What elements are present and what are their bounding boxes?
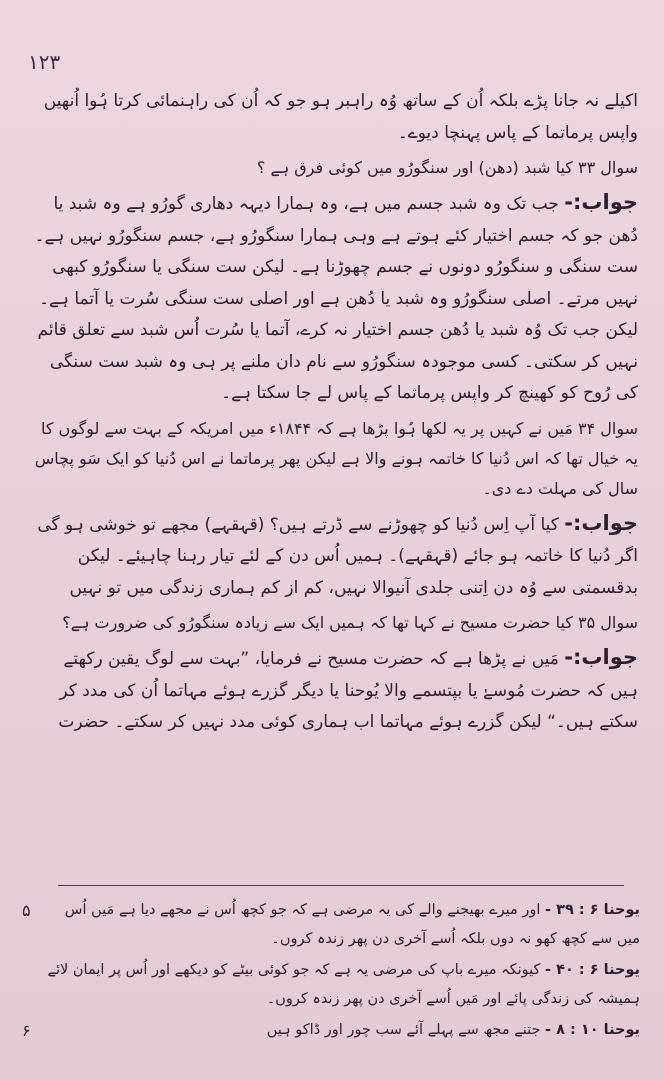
- answer-35: [34, 642, 638, 739]
- question-35: [34, 608, 638, 638]
- answer-34: [34, 508, 638, 605]
- answer-33: [34, 187, 638, 410]
- main-text: [34, 86, 638, 743]
- answer-text: کیا آپ اِس دُنیا کو چھوڑنے سے ڈرتے ہیں؟ (قہقہے) مجھے تو خوشی ہو گی اگر دُنیا کا خاتمہ ہو جائے (قہقہے)۔ ہمیں اُس دن کے لئے تیار رہنا چاہیئے۔ لیکن بدقسمتی سے وُہ دن اِتنی جلدی آنیوالا نہیں، کم از کم ہماری زندگی میں تو نہیں: [37, 514, 638, 598]
- question-text: سوال ۳۴ مَیں نے کہیں پر یہ لکھا ہُوا پڑھا ہے کہ ۱۸۴۴ء میں امریکہ کے بہت سے لوگوں کا یہ خیال تھا کہ اس دُنیا کا خاتمہ ہونے والا ہے لیکن پھر پرماتما نے اس دُنیا کو ایک سَو پچاس سال کی مہلت دے دی۔: [34, 418, 638, 498]
- question-34: [34, 414, 638, 504]
- footnote-reference: یوحنا ۶ : ۴۰ -: [545, 962, 640, 978]
- footnote-text: اور میرے بھیجنے والے کی یہ مرضی ہے کہ جو کچھ اُس نے مجھے دیا ہے مَیں اُس میں سے کچھ کھو نہ دوں بلکہ اُسے آخری دن پھر زندہ کروں۔: [64, 902, 640, 947]
- answer-label: جواب:-: [564, 190, 638, 214]
- answer-label: جواب:-: [564, 645, 638, 669]
- footnote-divider: [58, 885, 624, 886]
- question-33: [34, 153, 638, 183]
- answer-text: مَیں نے پڑھا ہے کہ حضرت مسیح نے فرمایا، ”بہت سے لوگ یقین رکھتے ہیں کہ حضرت مُوسےٰ یا بپتسمے والا یُوحنا یا دیگر گزرے ہوئے مہاتما اُن کی مدد کر سکتے ہیں۔“ لیکن گزرے ہوئے مہاتما اب ہماری کوئی مدد نہیں کر سکتے۔ حضرت: [58, 649, 638, 732]
- footnote-mark: ۶: [22, 1021, 31, 1040]
- page-number: ۱۲۳: [28, 50, 61, 74]
- answer-text: جب تک وہ شبد جسم میں ہے، وہ ہمارا دیہہ دھاری گورُو ہے وہ شبد یا دُھن جو کہ جسم اختیار کئے ہوتے ہے وہی ہمارا سنگورُو ہے، جسم سنگورُو نہیں ہے۔ ست سنگی و سنگورُو دونوں نے جسم چھوڑنا ہے۔ لیکن ست سنگی یا سنگورُو کبھی نہیں مرتے۔ اصلی سنگورُو وہ شبد یا دُھن ہے اور اصلی ست سنگی سُرت یا آتما ہے۔ لیکن جب تک وُہ شبد یا دُھن جسم اختیار نہ کرے، آتما یا سُرت اُس شبد سے تعلق قائم نہیں کر سکتی۔ کسی موجودہ سنگورُو سے نام دان ملنے پر ہی وہ شبد ست سنگی کی رُوح کو کھینچ کر واپس پرماتما کے پاس لے جا سکتا ہے۔: [34, 194, 638, 403]
- paragraph-continuation: [34, 86, 638, 149]
- answer-label: جواب:-: [564, 510, 638, 535]
- footnote-reference: یوحنا ۶ : ۳۹ -: [545, 902, 640, 918]
- question-text: سوال ۳۳ کیا شبد (دھن) اور سنگورُو میں کوئی فرق ہے ؟: [256, 158, 638, 177]
- footnote: [22, 1016, 640, 1045]
- footnote-mark: ۵: [22, 901, 31, 920]
- paragraph-text: اکیلے نہ جانا پڑے بلکہ اُن کے ساتھ وُہ راہبر ہو جو کہ اُن کی راہنمائی کرتا ہُوا اُنھیں واپس پرماتما کے پاس پہنچا دیوے۔: [43, 91, 638, 143]
- footnotes: [22, 896, 640, 1047]
- footnote: [40, 956, 640, 1014]
- footnote-reference: یوحنا ۱۰ : ۸ -: [545, 1022, 640, 1038]
- footnote-text: کیونکہ میرے باپ کی مرضی یہ ہے کہ جو کوئی بیٹے کو دیکھے اور اُس پر ایمان لائے ہمیشہ کی زندگی پائے اور مَیں اُسے آخری دن پھر زندہ کروں۔: [47, 962, 640, 1007]
- footnote: [22, 896, 640, 954]
- question-text: سوال ۳۵ کیا حضرت مسیح نے کہا تھا کہ ہمیں ایک سے زیادہ سنگورُو کی ضرورت ہے؟: [62, 613, 638, 632]
- footnote-text: جتنے مجھ سے پہلے آئے سب چور اور ڈاکو ہیں: [266, 1022, 541, 1038]
